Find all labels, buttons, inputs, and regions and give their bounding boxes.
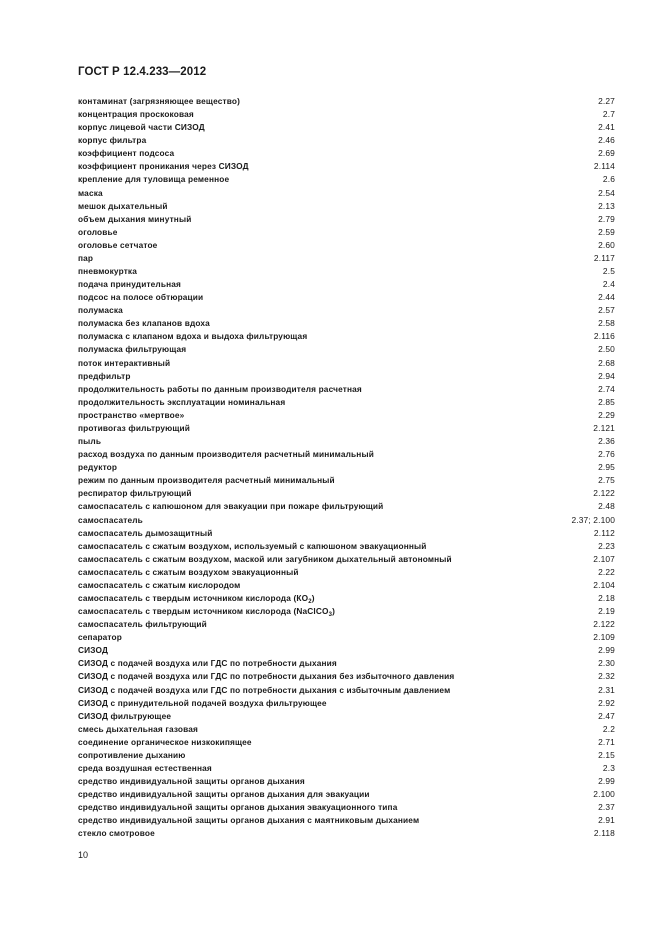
document-header: ГОСТ Р 12.4.233—2012 [78,66,207,78]
index-entry [78,448,615,461]
index-term: самоспасатель с капюшоном для эвакуации при пожаре фильтрующий [78,501,384,512]
index-entry [78,670,615,683]
index-reference: 2.118 [593,828,615,839]
index-entry [78,252,615,265]
index-reference: 2.32 [598,671,615,682]
index-term: СИЗОД фильтрующее [78,710,172,721]
index-entry [78,618,615,631]
index-entry [78,553,615,566]
index-term: объем дыхания минутный [78,213,192,224]
index-reference: 2.94 [598,370,615,381]
index-entry [78,527,615,540]
index-term: СИЗОД с подачей воздуха или ГДС по потребности дыхания без избыточного давления [78,671,455,682]
index-reference: 2.122 [593,488,615,499]
index-term: крепление для туловища ременное [78,174,230,185]
index-reference: 2.117 [593,252,615,263]
index-term: СИЗОД с подачей воздуха или ГДС по потребности дыхания [78,658,337,669]
index-term: средство индивидуальной защиты органов дыхания [78,776,305,787]
index-reference: 2.13 [598,200,615,211]
index-term: самоспасатель с твердым источником кислорода $(КО_2)$ [78,592,315,605]
index-entry [78,710,615,723]
index-reference: 2.116 [593,331,615,342]
index-entry [78,801,615,814]
term-index [78,95,615,840]
index-entry [78,187,615,200]
index-term: режим по данным производителя расчетный минимальный [78,475,335,486]
index-entry [78,762,615,775]
index-entry [78,631,615,644]
index-entry [78,514,615,527]
index-entry [78,723,615,736]
index-term: сепаратор [78,632,122,643]
index-reference: 2.27 [598,96,615,106]
index-entry [78,357,615,370]
index-reference: 2.76 [598,449,615,460]
index-reference: 2.68 [598,357,615,368]
index-reference: 2.22 [598,566,615,577]
index-term: редуктор [78,462,118,473]
index-entry [78,265,615,278]
index-term: СИЗОД с принудительной подачей воздуха фильтрующее [78,697,327,708]
index-term: коэффициент подсоса [78,148,175,159]
index-term: концентрация проскоковая [78,109,194,120]
index-reference: 2.7 [602,109,615,120]
index-term: среда воздушная естественная [78,762,212,773]
index-term: стекло смотровое [78,828,155,839]
index-term: СИЗОД с подачей воздуха или ГДС по потребности дыхания с избыточным давлением [78,684,451,695]
index-reference: 2.114 [593,161,615,172]
index-reference: 2.30 [598,658,615,669]
page-number: 10 [78,850,89,860]
index-term: пространство «мертвое» [78,409,185,420]
index-reference: 2.19 [598,606,615,617]
index-term: предфильтр [78,370,131,381]
index-reference: 2.54 [598,187,615,198]
index-entry [78,200,615,213]
index-term: пневмокуртка [78,266,137,277]
index-entry [78,173,615,186]
index-term: средство индивидуальной защиты органов дыхания для эвакуации [78,789,370,800]
index-reference: 2.99 [598,776,615,787]
index-reference: 2.50 [598,344,615,355]
index-entry [78,370,615,383]
index-reference: 2.23 [598,540,615,551]
index-term: соединение органическое низкокипящее [78,736,252,747]
index-entry [78,474,615,487]
index-reference: 2.46 [598,135,615,146]
index-entry [78,827,615,840]
index-entry [78,383,615,396]
index-reference: 2.91 [598,815,615,826]
index-reference: 2.37 [598,802,615,813]
index-entry [78,487,615,500]
index-entry [78,304,615,317]
index-reference: 2.69 [598,148,615,159]
index-reference: 2.6 [602,174,615,185]
index-reference: 2.59 [598,226,615,237]
index-entry [78,749,615,762]
index-reference: 2.100 [593,789,615,800]
index-term: полумаска без клапанов вдоха [78,318,210,329]
index-term: сопротивление дыханию [78,749,186,760]
index-reference: 2.85 [598,396,615,407]
index-term: смесь дыхательная газовая [78,723,199,734]
index-entry [78,147,615,160]
index-entry [78,160,615,173]
index-entry [78,108,615,121]
index-term: оголовье [78,226,118,237]
index-term: самоспасатель с сжатым кислородом [78,579,241,590]
index-term: самоспасатель с твердым источником кислорода (NaClCO$_3$) [78,606,336,619]
index-term: респиратор фильтрующий [78,488,192,499]
index-term: противогаз фильтрующий [78,422,190,433]
index-entry [78,330,615,343]
index-entry [78,343,615,356]
index-entry [78,95,615,108]
index-reference: 2.92 [598,697,615,708]
index-term: оголовье сетчатое [78,239,158,250]
index-reference: 2.60 [598,239,615,250]
index-entry [78,814,615,827]
index-entry [78,213,615,226]
index-reference: 2.58 [598,318,615,329]
index-reference: 2.15 [598,749,615,760]
index-entry [78,396,615,409]
index-term: подсос на полосе обтюрации [78,292,204,303]
index-reference: 2.41 [598,122,615,133]
index-entry [78,422,615,435]
index-entry [78,461,615,474]
index-reference: 2.36 [598,436,615,447]
index-term: маска [78,187,103,198]
index-entry [78,291,615,304]
index-entry [78,435,615,448]
index-reference: 2.44 [598,292,615,303]
index-entry [78,697,615,710]
index-reference: 2.2 [602,723,615,734]
index-entry [78,605,615,618]
index-entry [78,134,615,147]
index-reference: 2.104 [593,579,615,590]
index-entry [78,579,615,592]
index-term: продолжительность эксплуатации номинальная [78,396,286,407]
index-entry [78,500,615,513]
index-entry [78,278,615,291]
index-term: полумаска [78,305,123,316]
index-reference: 2.3 [602,762,615,773]
index-entry [78,736,615,749]
index-term: полумаска фильтрующая [78,344,187,355]
index-reference: 2.74 [598,383,615,394]
index-term: средство индивидуальной защиты органов дыхания с маятниковым дыханием [78,815,420,826]
index-term: пыль [78,436,102,447]
index-entry [78,566,615,579]
index-entry [78,644,615,657]
index-term: коэффициент проникания через СИЗОД [78,161,249,172]
index-term: самоспасатель фильтрующий [78,619,207,630]
index-reference: 2.121 [593,422,615,433]
index-reference: 2.4 [602,279,615,290]
index-term: средство индивидуальной защиты органов дыхания эвакуационного типа [78,802,398,813]
index-entry [78,540,615,553]
index-reference: 2.79 [598,213,615,224]
index-term: расход воздуха по данным производителя расчетный минимальный [78,449,374,460]
index-reference: 2.57 [598,305,615,316]
index-reference: 2.112 [593,527,615,538]
index-term: пар [78,252,94,263]
index-term: продолжительность работы по данным производителя расчетная [78,383,362,394]
index-reference: 2.75 [598,475,615,486]
index-entry [78,239,615,252]
index-entry [78,684,615,697]
index-reference: 2.5 [602,266,615,277]
index-term: самоспасатель с сжатым воздухом, маской или загубником дыхательный автономный [78,553,452,564]
index-reference: 2.109 [593,632,615,643]
index-entry [78,657,615,670]
index-reference: 2.122 [593,619,615,630]
index-term: контаминат (загрязняющее вещество) [78,96,240,106]
index-reference: 2.48 [598,501,615,512]
index-term: корпус фильтра [78,135,147,146]
index-reference: 2.47 [598,710,615,721]
index-term: самоспасатель [78,514,143,525]
index-term: подача принудительная [78,279,182,290]
index-reference: 2.29 [598,409,615,420]
index-reference: 2.95 [598,462,615,473]
index-term: корпус лицевой части СИЗОД [78,122,205,133]
index-reference: 2.18 [598,592,615,603]
index-reference: 2.99 [598,645,615,656]
index-reference: 2.71 [598,736,615,747]
index-term: самоспасатель дымозащитный [78,527,213,538]
index-term: полумаска с клапаном вдоха и выдоха фильтрующая [78,331,308,342]
index-term: мешок дыхательный [78,200,168,211]
index-entry [78,226,615,239]
index-entry [78,121,615,134]
index-reference: 2.37; 2.100 [571,514,615,525]
index-term: поток интерактивный [78,357,171,368]
index-entry [78,409,615,422]
index-term: самоспасатель с сжатым воздухом, используемый с капюшоном эвакуационный [78,540,427,551]
index-entry [78,317,615,330]
index-reference: 2.31 [598,684,615,695]
index-term: самоспасатель с сжатым воздухом эвакуационный [78,566,299,577]
index-entry [78,788,615,801]
index-reference: 2.107 [593,553,615,564]
index-entry [78,592,615,605]
index-term: СИЗОД [78,645,109,656]
index-entry [78,775,615,788]
